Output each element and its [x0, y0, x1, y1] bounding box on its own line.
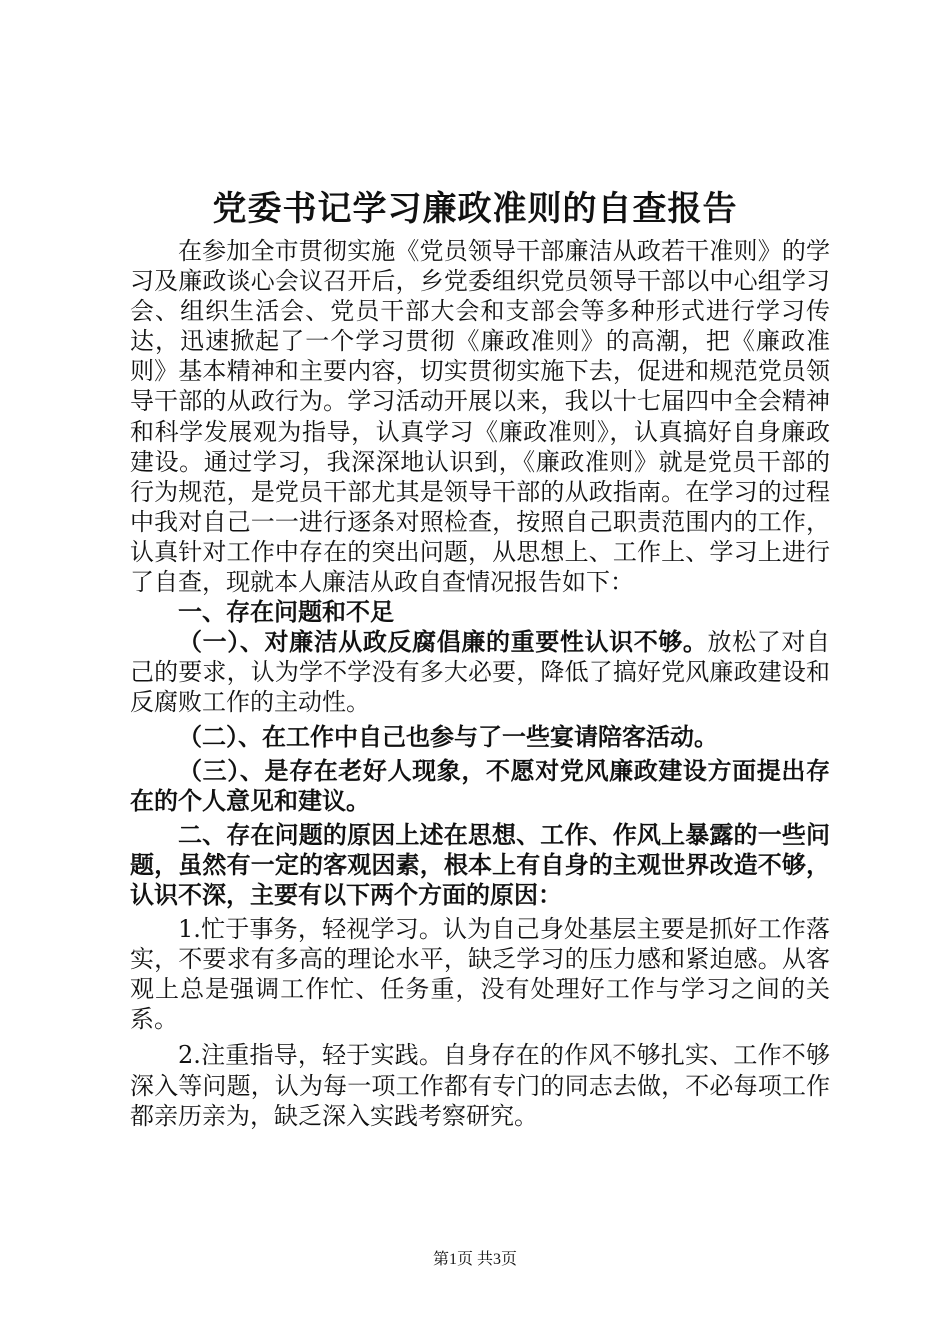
item-1-bold: （一）、对廉洁从政反腐倡廉的重要性认识不够。 — [178, 628, 708, 657]
item-2-paragraph: （二）、在工作中自己也参与了一些宴请陪客活动。 — [178, 722, 718, 751]
item-1-paragraph — [130, 627, 830, 717]
reason-2-paragraph: 2.注重指导，轻于实践。自身存在的作风不够扎实、工作不够深入等问题，认为每一项工作都有专门的同志去做，不必每项工作都亲历亲为，缺乏深入实践考察研究。 — [130, 1041, 830, 1130]
reason-1-paragraph: 1.忙于事务，轻视学习。认为自己身处基层主要是抓好工作落实，不要求有多高的理论水平，缺乏学习的压力感和紧迫感。从客观上总是强调工作忙、任务重，没有处理好工作与学习之间的关系。 — [130, 915, 830, 1034]
section-2-paragraph: 二、存在问题的原因上述在思想、工作、作风上暴露的一些问题，虽然有一定的客观因素，根本上有自身的主观世界改造不够，认识不深，主要有以下两个方面的原因： — [130, 820, 830, 909]
section-1-heading: 一、存在问题和不足 — [178, 598, 394, 627]
document-title: 党委书记学习廉政准则的自查报告 — [212, 189, 738, 229]
item-3-paragraph: （三）、是存在老好人现象，不愿对党风廉政建设方面提出存在的个人意见和建议。 — [130, 756, 830, 815]
item-1-text: 放松了对自己的要求，认为学不学没有多大必要，降低了搞好党风廉政建设和反腐败工作的主动性。 — [130, 628, 831, 717]
document-body — [130, 236, 830, 1131]
intro-paragraph: 在参加全市贯彻实施《党员领导干部廉洁从政若干准则》的学习及廉政谈心会议召开后，乡党委组织党员领导干部以中心组学习会、组织生活会、党员干部大会和支部会等多种形式进行学习传达，迅速掀起了一个学习贯彻《廉政准则》的高潮，把《廉政准则》基本精神和主要内容，切实贯彻实施下去，促进和规范党员领导干部的从政行为。学习活动开展以来，我以十七届四中全会精神和科学发展观为指导，认真学习《廉政准则》，认真搞好自身廉政建设。通过学习，我深深地认识到，《廉政准则》就是党员干部的行为规范，是党员干部尤其是领导干部的从政指南。在学习的过程中我对自己一一进行逐条对照检查，按照自己职责范围内的工作，认真针对工作中存在的突出问题，从思想上、工作上、学习上进行了自查，现就本人廉洁从政自查情况报告如下： — [130, 237, 830, 597]
page-number-footer: 第1页 共3页 — [432, 1251, 517, 1268]
